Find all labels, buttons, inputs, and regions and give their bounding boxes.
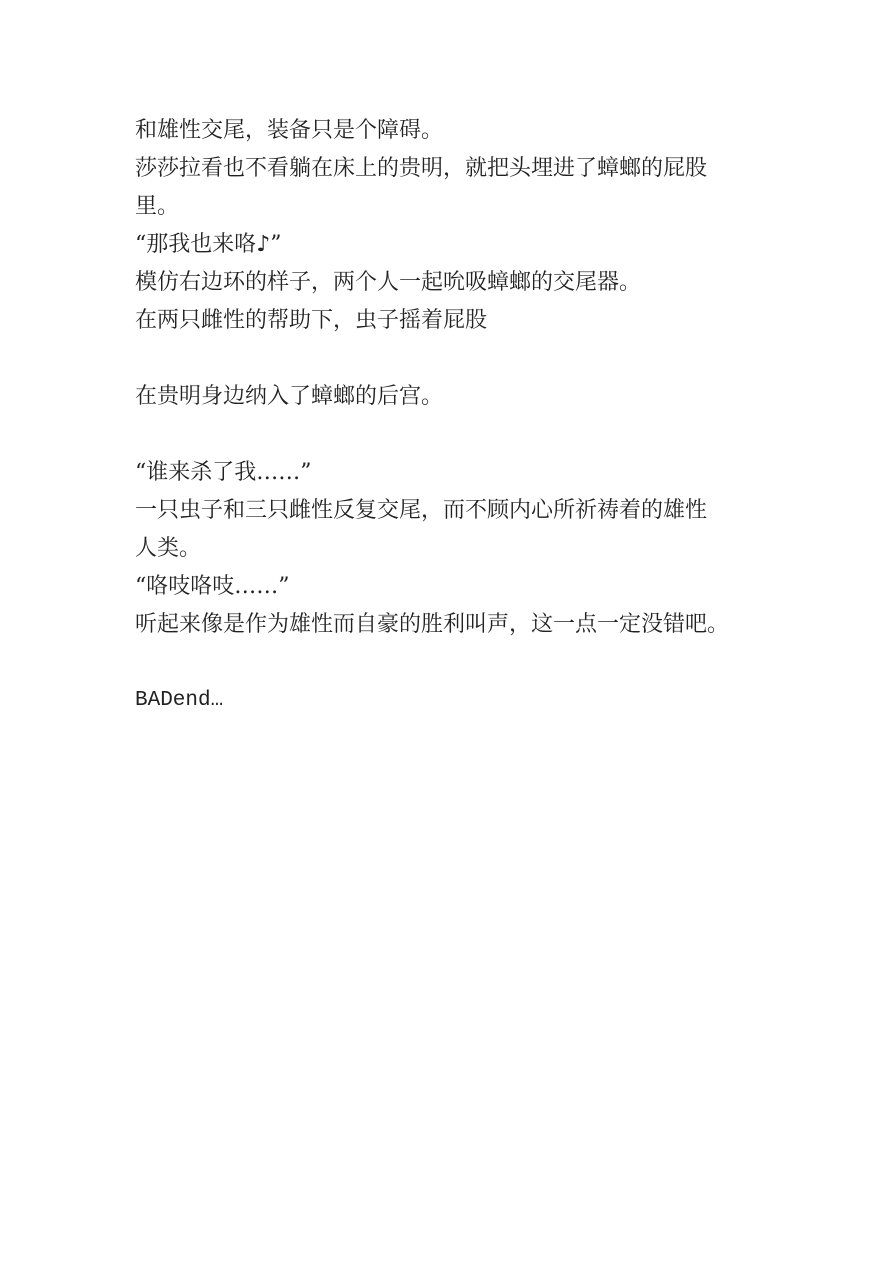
text-line: 在贵明身边纳入了蟑螂的后宫。 [135,384,444,409]
document-body [135,112,775,720]
text-line: 模仿右边环的样子，两个人一起吮吸蟑螂的交尾器。 [135,270,642,295]
dialogue-line: “谁来杀了我……” [135,460,312,485]
blank-line [135,340,775,378]
text-line: 听起来像是作为雄性而自豪的胜利叫声，这一点一定没错吧。 [135,612,730,637]
blank-line [135,416,775,454]
text-line: 里。 [135,194,180,219]
text-line: 人类。 [135,536,202,561]
text-line: 和雄性交尾，装备只是个障碍。 [135,118,444,143]
dialogue-line: “那我也来咯♪” [135,232,282,257]
text-line: 莎莎拉看也不看躺在床上的贵明，就把头埋进了蟑螂的屁股 [135,156,708,181]
text-line: 一只虫子和三只雌性反复交尾，而不顾内心所祈祷着的雄性 [135,498,708,523]
text-line: 在两只雌性的帮助下，虫子摇着屁股 [135,308,488,333]
blank-line [135,644,775,682]
dialogue-line: “咯吱咯吱……” [135,574,290,599]
ending-label: BADend… [135,689,224,712]
